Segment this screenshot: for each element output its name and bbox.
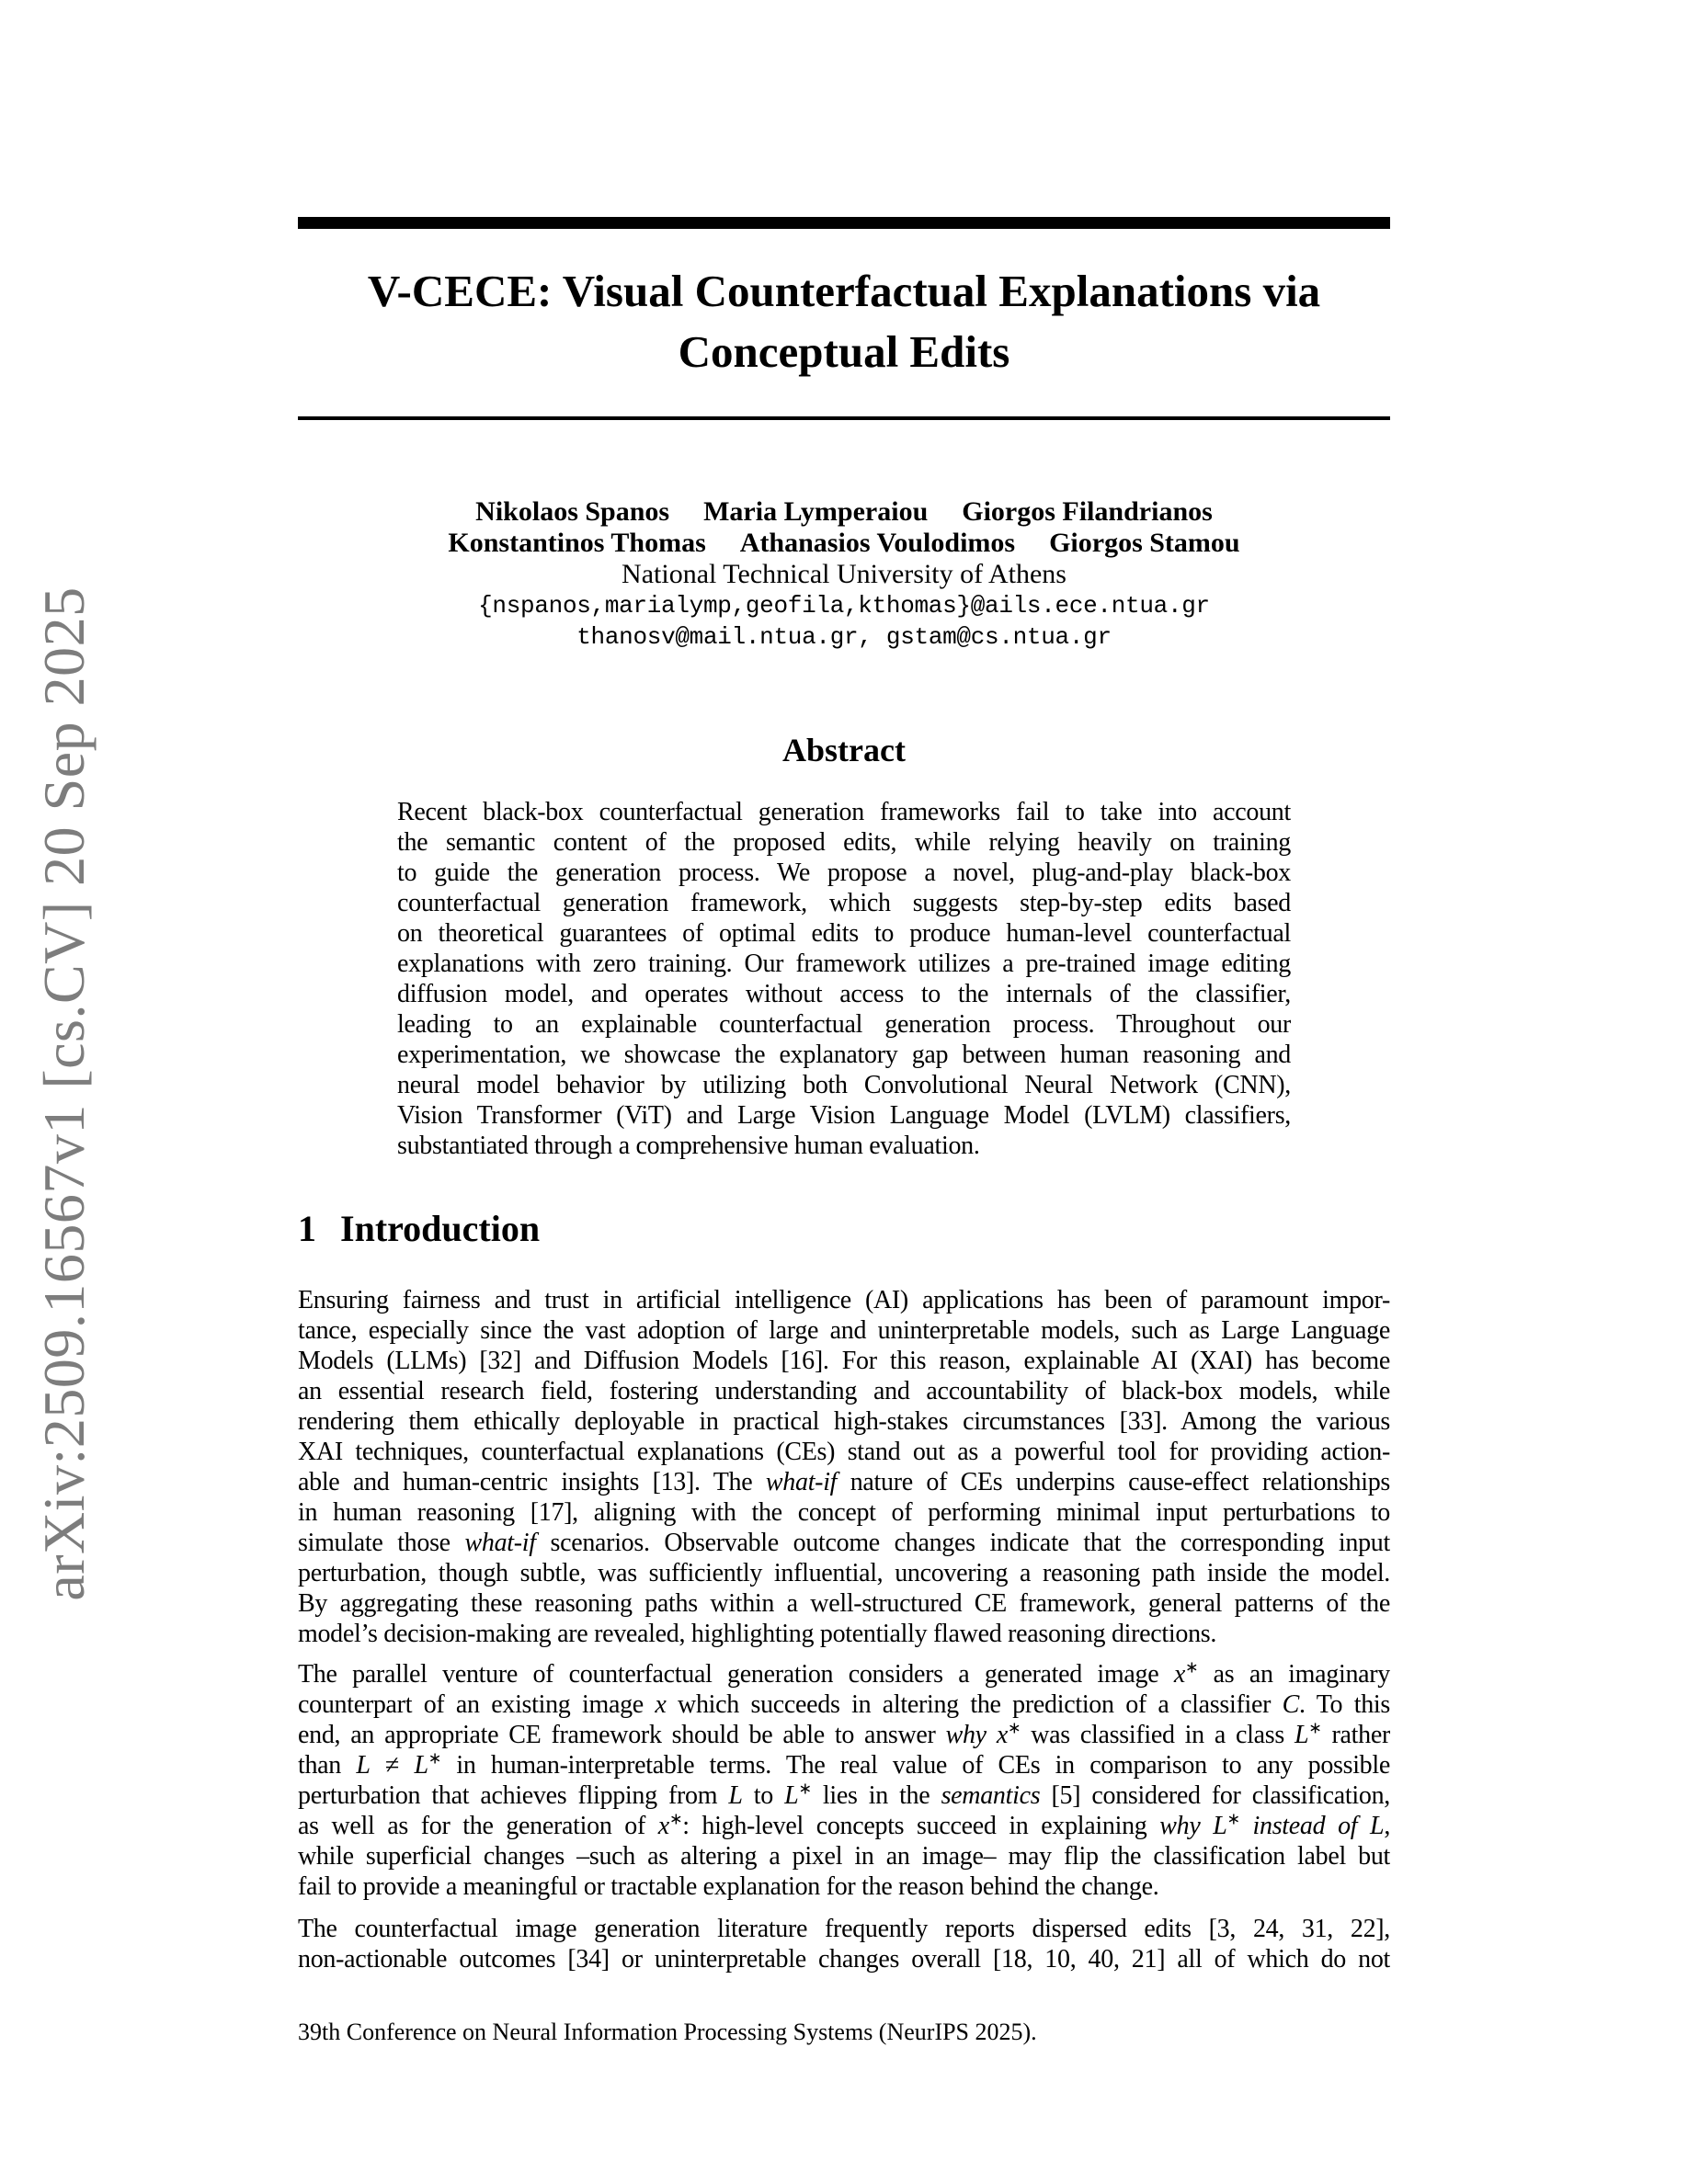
author-name: Maria Lymperaiou xyxy=(703,496,929,527)
text-line: while superficial changes –such as altering a pixel in an image– may flip the classification label but xyxy=(298,1842,1390,1871)
text-line: Ensuring fairness and trust in artificial intelligence (AI) applications has been of paramount impor- xyxy=(298,1286,1390,1314)
author-name: Giorgos Filandrianos xyxy=(962,496,1213,527)
section-heading-introduction xyxy=(298,1207,1390,1250)
paper-title-line-1: V-CECE: Visual Counterfactual Explanations via xyxy=(367,266,1321,316)
text-line: non-actionable outcomes [34] or uninterpretable changes overall [18, 10, 40, 21] all of which do not xyxy=(298,1945,1390,1974)
intro-paragraph-3 xyxy=(298,1914,1390,1974)
intro-paragraph-2 xyxy=(298,1659,1390,1902)
text-line: as well as for the generation of x∗: high-level concepts succeed in explaining why L∗ instead of L, xyxy=(298,1811,1390,1840)
text-line: The parallel venture of counterfactual generation considers a generated image x∗ as an imaginary xyxy=(298,1659,1390,1689)
arxiv-watermark: arXiv:2509.16567v1 [cs.CV] 20 Sep 2025 xyxy=(31,586,97,1601)
affiliation: National Technical University of Athens xyxy=(622,559,1066,589)
author-name: Konstantinos Thomas xyxy=(448,528,706,558)
author-row-2 xyxy=(298,528,1390,559)
author-emails-line-2: thanosv@mail.ntua.gr, gstam@cs.ntua.gr xyxy=(576,623,1112,651)
text-line: simulate those what-if scenarios. Observable outcome changes indicate that the corresponding input xyxy=(298,1529,1390,1557)
section-number: 1 xyxy=(298,1208,316,1249)
author-name: Nikolaos Spanos xyxy=(475,496,670,527)
text-line: rendering them ethically deployable in practical high-stakes circumstances [33]. Among the various xyxy=(298,1407,1390,1436)
text-line: leading to an explainable counterfactual generation process. Throughout our xyxy=(397,1010,1291,1039)
text-line: neural model behavior by utilizing both Convolutional Neural Network (CNN), xyxy=(397,1071,1291,1099)
text-line: explanations with zero training. Our framework utilizes a pre-trained image editing xyxy=(397,950,1291,978)
author-emails-line-1: {nspanos,marialymp,geofila,kthomas}@ails.ece.ntua.gr xyxy=(478,592,1210,620)
author-block xyxy=(298,496,1390,653)
title-rule-bottom xyxy=(298,416,1390,420)
conference-footnote: 39th Conference on Neural Information Processing Systems (NeurIPS 2025). xyxy=(298,2019,1037,2045)
text-line: Vision Transformer (ViT) and Large Vision Language Model (LVLM) classifiers, xyxy=(397,1101,1291,1130)
text-line: By aggregating these reasoning paths within a well-structured CE framework, general patterns of the xyxy=(298,1589,1390,1618)
text-line: on theoretical guarantees of optimal edits to produce human-level counterfactual xyxy=(397,919,1291,948)
text-line: experimentation, we showcase the explanatory gap between human reasoning and xyxy=(397,1041,1291,1069)
paper-title-line-2: Conceptual Edits xyxy=(678,326,1010,377)
abstract-heading: Abstract xyxy=(782,732,906,768)
text-line: counterfactual generation framework, which suggests step-by-step edits based xyxy=(397,889,1291,917)
text-line: end, an appropriate CE framework should be able to answer why x∗ was classified in a class L∗ rather xyxy=(298,1720,1390,1749)
text-line: in human reasoning [17], aligning with the concept of performing minimal input perturbations to xyxy=(298,1498,1390,1527)
text-line: the semantic content of the proposed edits, while relying heavily on training xyxy=(397,828,1291,857)
title-rule-top xyxy=(298,217,1390,229)
text-line: than L ≠ L∗ in human-interpretable terms. The real value of CEs in comparison to any possible xyxy=(298,1750,1390,1780)
author-row-1 xyxy=(298,496,1390,528)
text-line: XAI techniques, counterfactual explanations (CEs) stand out as a powerful tool for providing action- xyxy=(298,1438,1390,1466)
text-line: tance, especially since the vast adoption of large and uninterpretable models, such as Large Language xyxy=(298,1316,1390,1345)
text-line: fail to provide a meaningful or tractable explanation for the reason behind the change. xyxy=(298,1872,1159,1901)
text-line: The counterfactual image generation literature frequently reports dispersed edits [3, 24, 31, 22], xyxy=(298,1915,1390,1943)
text-line: Models (LLMs) [32] and Diffusion Models [16]. For this reason, explainable AI (XAI) has become xyxy=(298,1347,1390,1375)
author-name: Giorgos Stamou xyxy=(1049,528,1240,558)
paper-title xyxy=(298,261,1390,382)
text-line: Recent black-box counterfactual generation frameworks fail to take into account xyxy=(397,798,1291,826)
intro-paragraph-1 xyxy=(298,1285,1390,1649)
abstract-text xyxy=(397,797,1291,1161)
text-line: counterpart of an existing image x which succeeds in altering the prediction of a classifier C. To this xyxy=(298,1690,1390,1719)
text-line: an essential research field, fostering understanding and accountability of black-box models, while xyxy=(298,1377,1390,1405)
author-name: Athanasios Voulodimos xyxy=(739,528,1016,558)
text-line: perturbation, though subtle, was sufficiently influential, uncovering a reasoning path inside the model. xyxy=(298,1559,1390,1587)
section-title: Introduction xyxy=(340,1208,541,1249)
text-line: to guide the generation process. We propose a novel, plug-and-play black-box xyxy=(397,859,1291,887)
text-line: substantiated through a comprehensive human evaluation. xyxy=(397,1132,980,1160)
text-line: able and human-centric insights [13]. The what-if nature of CEs underpins cause-effect relationships xyxy=(298,1468,1390,1496)
text-line: perturbation that achieves flipping from L to L∗ lies in the semantics [5] considered for classification, xyxy=(298,1780,1390,1810)
text-line: diffusion model, and operates without access to the internals of the classifier, xyxy=(397,980,1291,1008)
text-line: model’s decision-making are revealed, highlighting potentially flawed reasoning directions. xyxy=(298,1620,1217,1648)
